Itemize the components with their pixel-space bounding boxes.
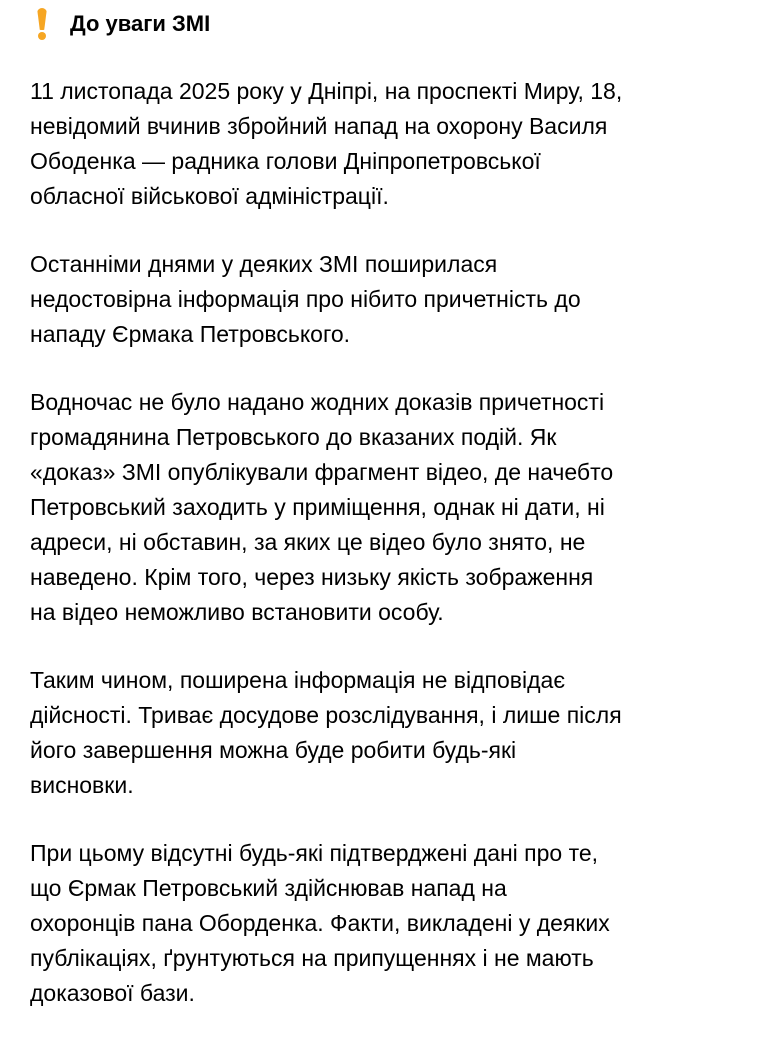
press-statement <box>30 0 750 1006</box>
paragraph-2: Останніми днями у деяких ЗМІ поширилася недостовірна інформація про нібито причетність до нападу Єрмака Петровського. <box>30 251 581 347</box>
paragraph-5: При цьому відсутні будь-які підтверджені дані про те, що Єрмак Петровський здійснював напад на охоронців пана Оборденка. Факти, викладені у деяких публікаціях, ґрунтуються на припущеннях і не мають доказової бази. <box>30 840 610 1006</box>
paragraph-3: Водночас не було надано жодних доказів причетності громадянина Петровського до вказаних подій. Як «доказ» ЗМІ опублікували фрагмент відео, де начебто Петровський заходить у приміщення, однак ні дати, ні адреси, ні обставин, за яких це відео було знято, не наведено. Крім того, через низьку якість зображення на відео неможливо встановити особу. <box>30 389 614 625</box>
statement-body <box>30 74 750 1044</box>
statement-title: До уваги ЗМІ <box>70 11 211 36</box>
statement-header <box>30 0 750 50</box>
paragraph-1: 11 листопада 2025 року у Дніпрі, на проспекті Миру, 18, невідомий вчинив збройний напад на охорону Василя Ободенка — радника голови Дніпропетровської обласної військової адміністрації. <box>30 78 623 209</box>
exclamation-icon <box>37 8 47 40</box>
paragraph-4: Таким чином, поширена інформація не відповідає дійсності. Триває досудове розслідування, і лише після його завершення можна буде робити будь-які висновки. <box>30 667 622 798</box>
